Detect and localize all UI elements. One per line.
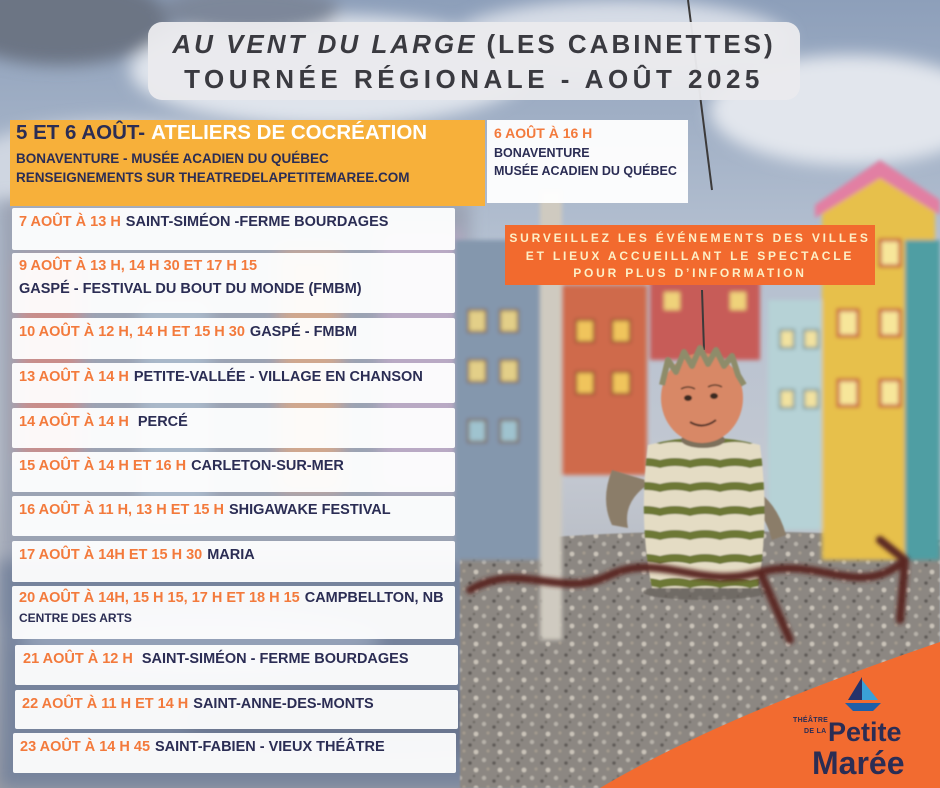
event-location: PETITE-VALLÉE - VILLAGE EN CHANSON bbox=[133, 369, 423, 385]
event-date: 17 AOÛT À 14H ET 15 H 30 bbox=[19, 547, 203, 563]
sailboat-icon bbox=[843, 676, 883, 712]
event-date: 16 AOÛT À 11 H, 13 H ET 15 H bbox=[19, 502, 224, 518]
event-row bbox=[12, 208, 455, 250]
event-location: PERCÉ bbox=[137, 414, 188, 430]
workshop-date: 5 ET 6 AOÛT- bbox=[16, 121, 146, 144]
event-date: 22 AOÛT À 11 H ET 14 H bbox=[22, 696, 189, 712]
logo-maree: Marée bbox=[812, 745, 905, 781]
notice-line: ET LIEUX ACCUEILLANT LE SPECTACLE bbox=[525, 248, 855, 263]
event-location: SAINT-SIMÉON -FERME BOURDAGES bbox=[125, 214, 389, 230]
event-date: 20 AOÛT À 14H, 15 H 15, 17 H ET 18 H 15 bbox=[19, 590, 300, 606]
notice-box bbox=[505, 225, 875, 285]
event-venue: CENTRE DES ARTS bbox=[19, 611, 132, 625]
notice-line: POUR PLUS D’INFORMATION bbox=[573, 266, 807, 280]
event-row bbox=[13, 733, 456, 773]
workshop-box bbox=[10, 120, 485, 206]
event-location: GASPÉ - FESTIVAL DU BOUT DU MONDE (FMBM) bbox=[19, 281, 362, 297]
notice-line: SURVEILLEZ LES ÉVÉNEMENTS DES VILLES bbox=[509, 231, 871, 245]
event-row bbox=[12, 496, 455, 536]
event-location: CARLETON-SUR-MER bbox=[191, 458, 344, 474]
event-row bbox=[12, 586, 455, 639]
logo-petite: Petite bbox=[828, 717, 902, 747]
event-location: SHIGAWAKE FESTIVAL bbox=[228, 502, 391, 518]
title-line-2: TOURNÉE RÉGIONALE - AOÛT 2025 bbox=[184, 64, 764, 94]
event-location: SAINT-SIMÉON - FERME BOURDAGES bbox=[141, 651, 409, 667]
event-date: 21 AOÛT À 12 H bbox=[23, 651, 133, 667]
event-location: GASPÉ - FMBM bbox=[249, 324, 358, 340]
event-row bbox=[15, 690, 458, 729]
show-date: 6 AOÛT À 16 H bbox=[494, 125, 593, 141]
event-date: 9 AOÛT À 13 H, 14 H 30 ET 17 H 15 bbox=[19, 258, 258, 274]
workshop-label: ATELIERS DE COCRÉATION bbox=[151, 121, 428, 144]
event-row bbox=[12, 363, 455, 403]
event-date: 23 AOÛT À 14 H 45 bbox=[20, 739, 151, 755]
title-banner bbox=[148, 22, 800, 100]
theatre-logo bbox=[780, 670, 920, 782]
workshop-venue: BONAVENTURE - MUSÉE ACADIEN DU QUÉBEC bbox=[16, 151, 329, 166]
show-city: BONAVENTURE bbox=[494, 146, 590, 160]
workshop-heading bbox=[16, 121, 485, 145]
event-row bbox=[15, 645, 458, 685]
event-location: SAINT-FABIEN - VIEUX THÉÂTRE bbox=[155, 739, 385, 755]
event-row bbox=[12, 408, 455, 448]
event-date: 14 AOÛT À 14 H bbox=[19, 414, 129, 430]
event-row bbox=[12, 253, 455, 313]
event-location: MARIA bbox=[207, 547, 255, 563]
event-row bbox=[12, 541, 455, 582]
bonaventure-show-box bbox=[487, 120, 688, 203]
event-row bbox=[12, 452, 455, 492]
event-row bbox=[12, 318, 455, 359]
logo-de-la: DE LA bbox=[804, 728, 827, 735]
logo-theatre: THÉÂTRE bbox=[793, 717, 829, 724]
show-venue: MUSÉE ACADIEN DU QUÉBEC bbox=[494, 164, 677, 178]
event-date: 13 AOÛT À 14 H bbox=[19, 369, 129, 385]
event-date: 7 AOÛT À 13 H bbox=[19, 214, 121, 230]
show-subtitle: (LES CABINETTES) bbox=[486, 29, 776, 59]
event-date: 10 AOÛT À 12 H, 14 H ET 15 H 30 bbox=[19, 324, 245, 340]
event-location: CAMPBELLTON, NB bbox=[304, 590, 444, 606]
event-location: SAINT-ANNE-DES-MONTS bbox=[193, 696, 374, 712]
event-date: 15 AOÛT À 14 H ET 16 H bbox=[19, 458, 187, 474]
workshop-info: RENSEIGNEMENTS SUR THEATREDELAPETITEMAREE.COM bbox=[16, 170, 410, 185]
title-line-1 bbox=[148, 27, 800, 62]
show-title: AU VENT DU LARGE bbox=[172, 29, 478, 59]
